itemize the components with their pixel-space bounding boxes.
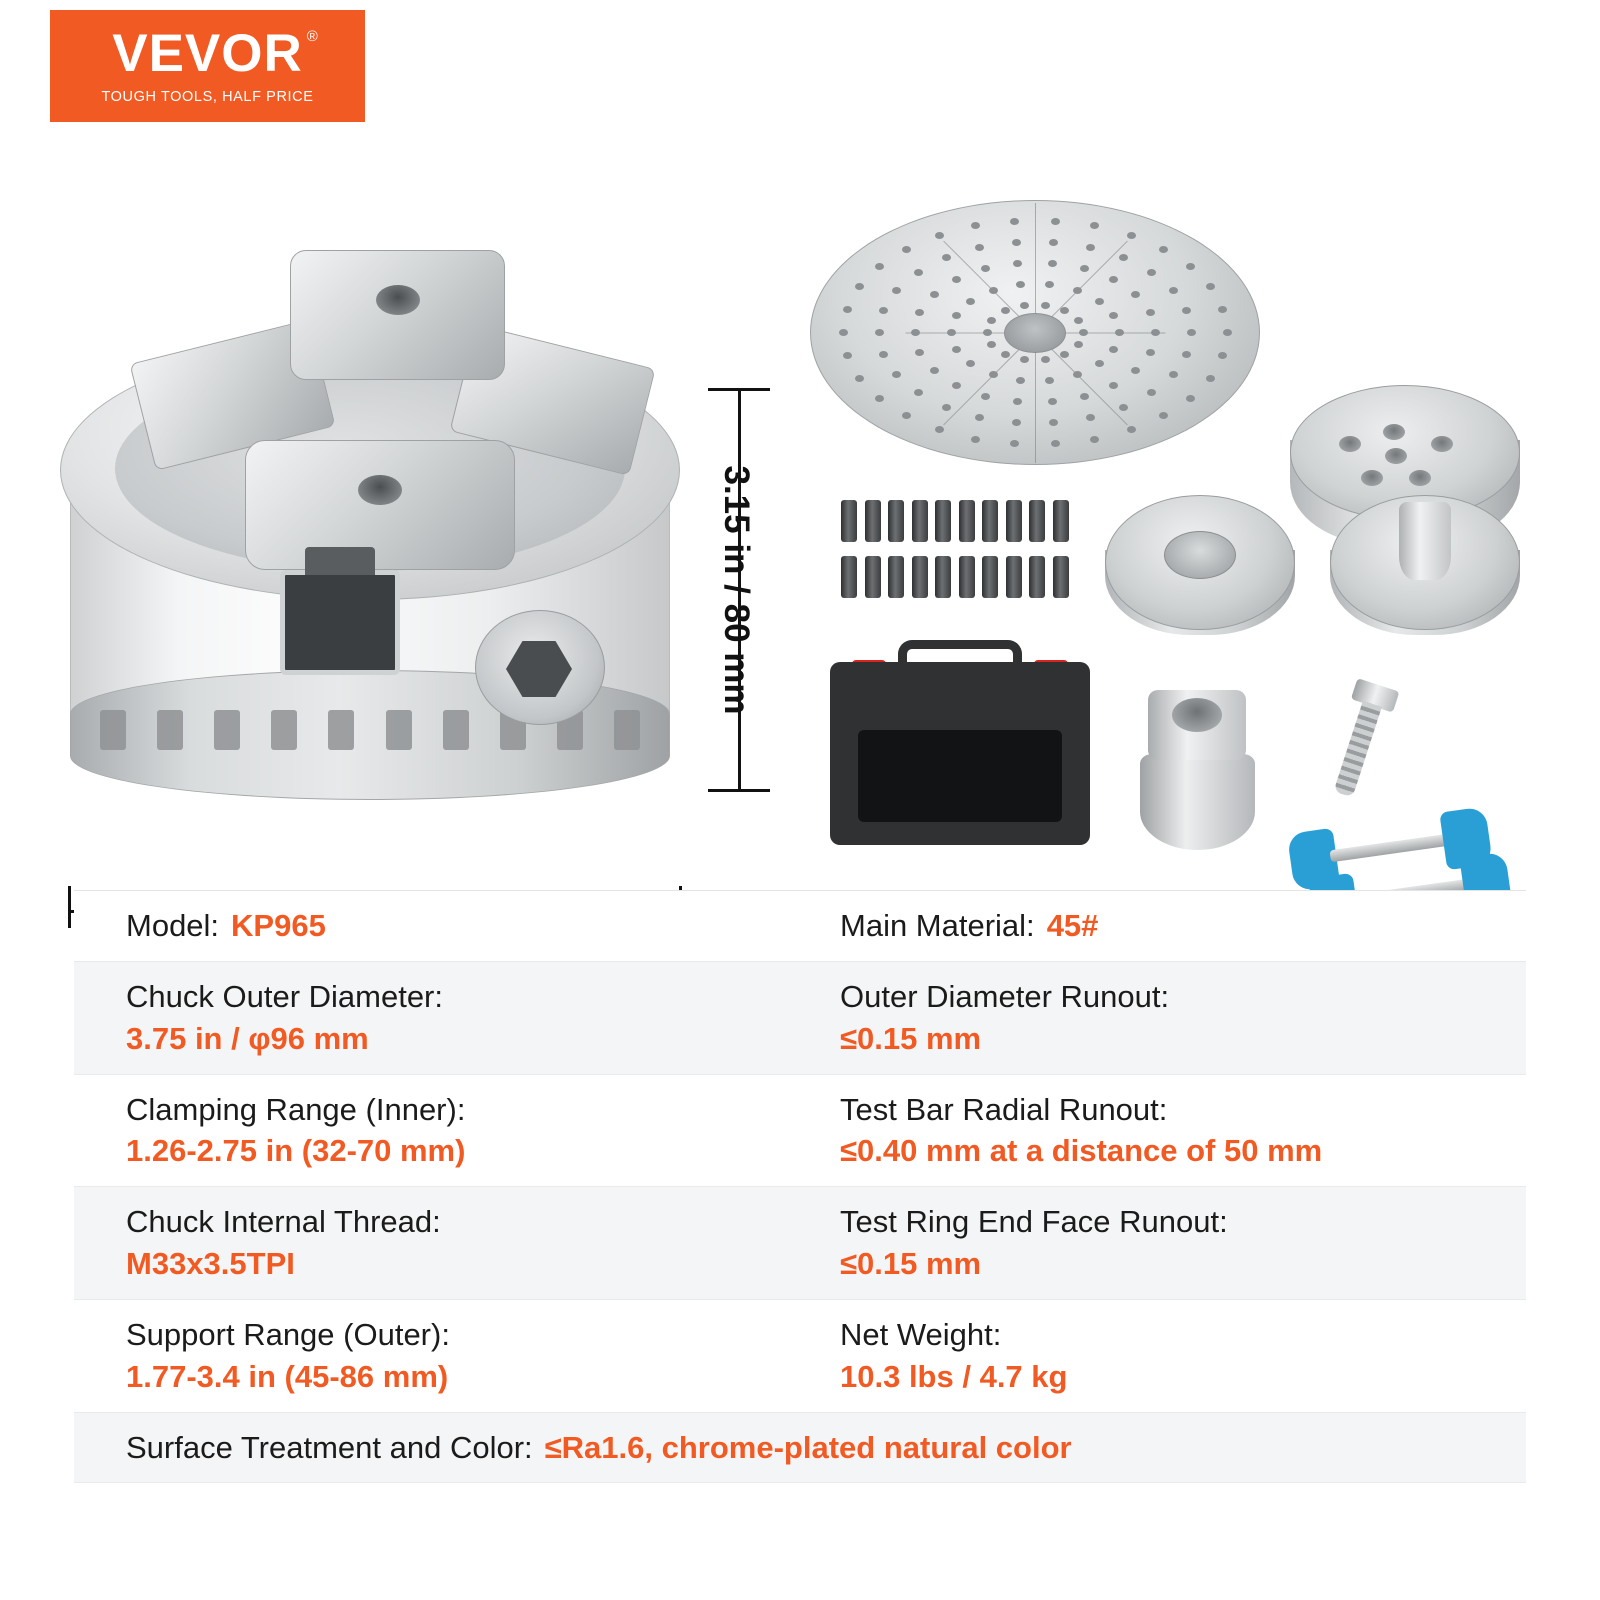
spec-label: Clamping Range (Inner): — [126, 1091, 466, 1127]
insert-jaw-center — [1164, 531, 1236, 579]
table-row — [74, 1075, 1526, 1188]
case-label-panel — [858, 730, 1062, 822]
jaw-bolt-hole — [358, 475, 402, 505]
spec-label: Main Material: — [840, 908, 1035, 943]
spec-value: M33x3.5TPI — [126, 1246, 295, 1282]
chuck-hex-socket — [475, 610, 605, 725]
spec-label: Chuck Internal Thread: — [126, 1204, 441, 1240]
spec-value: ≤0.15 mm — [840, 1020, 982, 1056]
registered-mark: ® — [306, 28, 319, 45]
spec-value: ≤Ra1.6, chrome-plated natural color — [544, 1429, 1072, 1465]
spec-value: 10.3 lbs / 4.7 kg — [840, 1358, 1068, 1394]
spec-cell-outer-diameter-runout — [800, 962, 1526, 1074]
spec-value: 3.75 in / φ96 mm — [126, 1020, 369, 1056]
lathe-chuck-illustration — [60, 190, 680, 810]
spec-value: 1.26-2.75 in (32-70 mm) — [126, 1133, 466, 1169]
height-dimension-label: 3.15 in / 80 mm — [717, 465, 756, 715]
screw-shaft — [1333, 701, 1381, 798]
spec-cell-model — [74, 891, 800, 961]
mounting-screws-set — [840, 500, 1070, 605]
brand-name-text: VEVOR — [112, 24, 303, 83]
dimension-cap-left — [68, 886, 71, 928]
spec-label: Test Bar Radial Runout: — [840, 1091, 1168, 1127]
chuck-jaw-4 — [245, 440, 515, 570]
specifications-table — [74, 890, 1526, 1483]
spec-cell-clamping-range-inner — [74, 1075, 800, 1187]
spec-label: Surface Treatment and Color: — [126, 1429, 533, 1465]
spec-cell-test-ring-end-face-runout — [800, 1187, 1526, 1299]
pin-jaw-post — [1399, 502, 1451, 580]
table-row — [74, 891, 1526, 962]
chuck-jaw-1 — [290, 250, 505, 380]
spec-cell-test-bar-radial-runout — [800, 1075, 1526, 1187]
table-row — [74, 962, 1526, 1075]
faceplate-disc — [810, 200, 1260, 465]
spec-cell-main-material — [800, 891, 1526, 961]
spec-value: 45# — [1046, 908, 1099, 943]
case-body — [830, 662, 1090, 845]
pin-jaw-chuck — [1330, 495, 1520, 630]
chuck-key-slot — [280, 570, 400, 675]
spec-cell-surface-treatment — [74, 1413, 1526, 1483]
spec-value: KP965 — [231, 908, 326, 943]
carry-case — [830, 640, 1090, 845]
brand-tagline: TOUGH TOOLS, HALF PRICE — [101, 89, 314, 105]
faceplate-hub — [1004, 313, 1066, 353]
adapter-base — [1140, 754, 1255, 850]
spec-cell-chuck-internal-thread — [74, 1187, 800, 1299]
height-dimension — [700, 380, 820, 800]
adapter-threaded-top — [1148, 690, 1246, 760]
product-image-area — [0, 130, 1600, 870]
spec-label: Net Weight: — [840, 1316, 1002, 1352]
spec-value: ≤0.40 mm at a distance of 50 mm — [840, 1133, 1323, 1169]
spec-cell-net-weight — [800, 1300, 1526, 1412]
table-row — [74, 1187, 1526, 1300]
spec-label: Model: — [126, 908, 220, 943]
brand-logo — [50, 10, 365, 122]
spec-label: Support Range (Outer): — [126, 1316, 450, 1352]
table-row — [74, 1300, 1526, 1413]
spec-label: Chuck Outer Diameter: — [126, 978, 443, 1014]
spec-label: Outer Diameter Runout: — [840, 978, 1170, 1014]
long-screw — [1313, 676, 1407, 809]
spec-cell-support-range-outer — [74, 1300, 800, 1412]
spec-value: 1.77-3.4 in (45-86 mm) — [126, 1358, 449, 1394]
spec-label: Test Ring End Face Runout: — [840, 1204, 1228, 1240]
jaw-bolt-hole — [376, 285, 420, 315]
thread-adapter — [1140, 690, 1255, 850]
insert-jaw-plate — [1105, 495, 1295, 630]
brand-name — [112, 24, 319, 83]
table-row — [74, 1413, 1526, 1484]
wrench-rod — [1329, 832, 1459, 862]
spec-value: ≤0.15 mm — [840, 1246, 982, 1282]
spec-cell-chuck-outer-diameter — [74, 962, 800, 1074]
